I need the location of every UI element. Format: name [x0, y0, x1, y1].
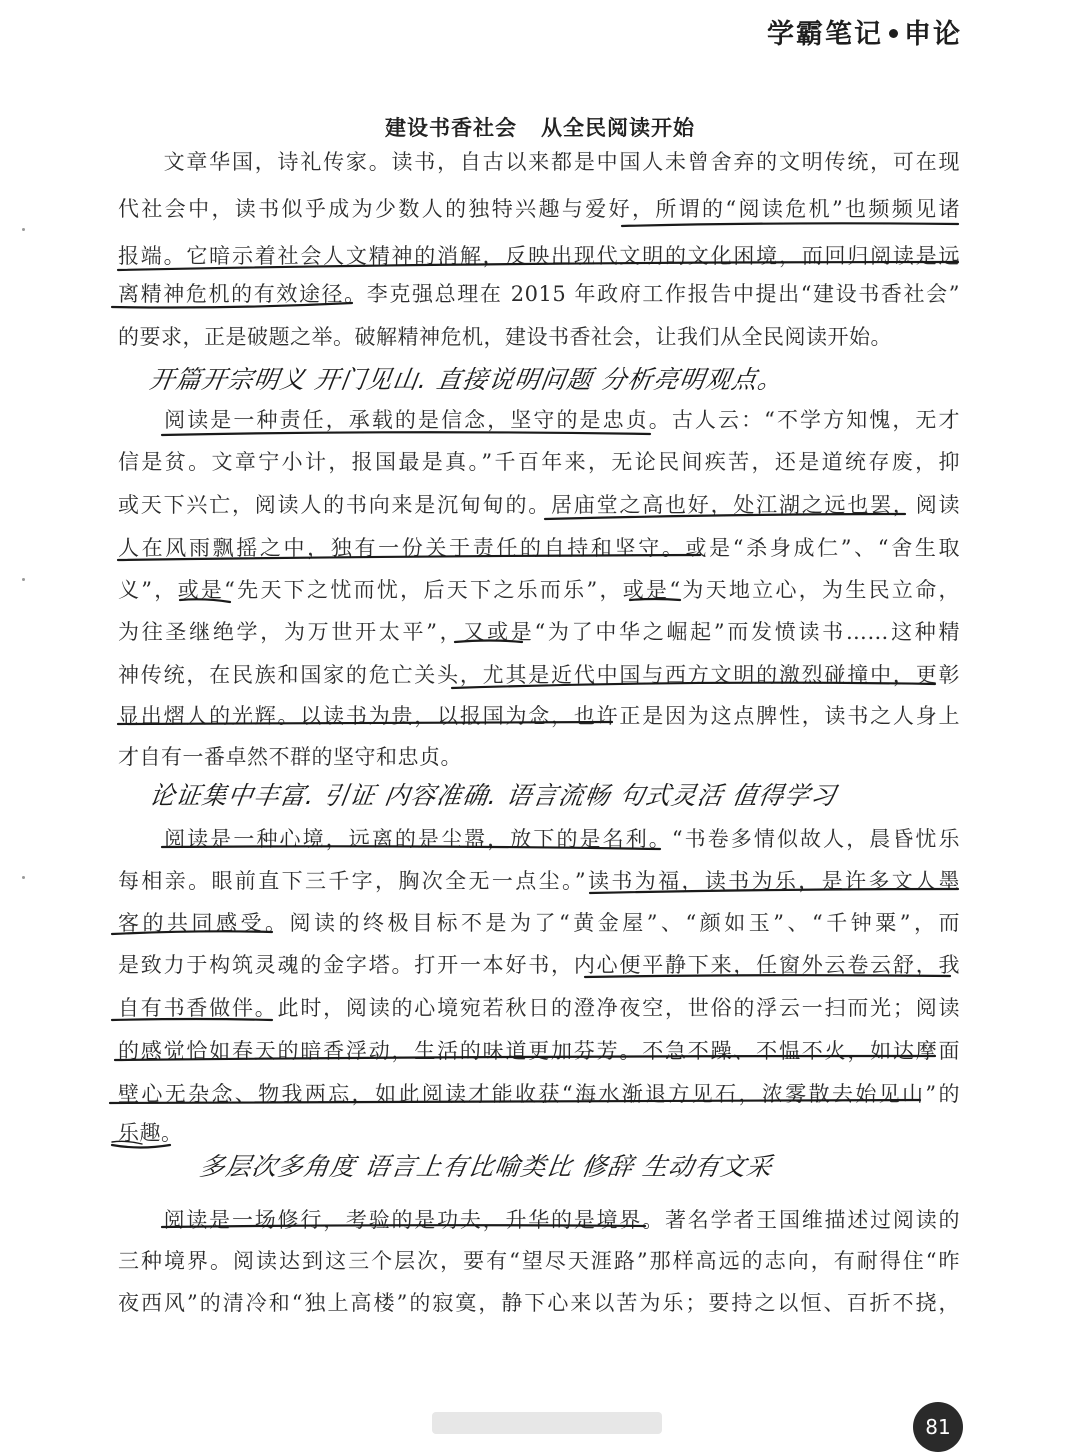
underline-mark	[622, 223, 958, 226]
body-line: 为往圣继绝学，为万世开太平”，又或是“为了中华之崛起”而发愤读书……这种精	[118, 620, 960, 644]
body-line: 代社会中，读书似乎成为少数人的独特兴趣与爱好，所谓的“阅读危机”也频频见诸	[118, 197, 960, 221]
margin-mark	[22, 876, 25, 879]
underline-mark	[180, 599, 230, 602]
page-number-badge: 81	[913, 1402, 963, 1452]
underline-mark	[585, 975, 950, 977]
article-title-part1: 建设书香社会	[385, 115, 517, 140]
margin-mark	[22, 578, 25, 581]
body-line: 人在风雨飘摇之中，独有一份关于责任的自持和坚守。或是“杀身成仁”、“舍生取	[118, 536, 960, 560]
underline-mark	[162, 1225, 645, 1227]
handwritten-note-2: 论证集中丰富. 引证 内容准确. 语言流畅 句式灵活 值得学习	[147, 781, 839, 810]
underline-mark	[112, 303, 352, 308]
brand-subject-name: 申论	[904, 19, 962, 50]
body-line: 的感觉恰如春天的暗香浮动，生活的味道更加芬芳。不急不躁、不愠不火，如达摩面	[118, 1039, 960, 1063]
body-line: 客的共同感受。阅读的终极目标不是为了“黄金屋”、“颜如玉”、“千钟粟”，而	[118, 911, 960, 935]
underline-mark	[455, 641, 522, 643]
body-line: 乐趣。	[118, 1121, 183, 1145]
body-line: 的要求，正是破题之举。破解精神危机，建设书香社会，让我们从全民阅读开始。	[118, 325, 892, 349]
underline-mark	[112, 1019, 272, 1020]
body-line: 信是贫。文章宁小计，报国最是真。”千百年来，无论民间疾苦，还是道统存废，抑	[118, 450, 960, 474]
body-line: 义”，或是“先天下之忧而忧，后天下之乐而乐”，或是“为天地立心，为生民立命，	[118, 578, 960, 602]
body-line: 报端。它暗示着社会人文精神的消解，反映出现代文明的文化困境，而回归阅读是远	[118, 244, 960, 268]
underline-mark	[590, 889, 958, 893]
underline-mark	[545, 514, 905, 519]
underline-mark	[118, 262, 958, 270]
body-line: 神传统，在民族和国家的危亡关头，尤其是近代中国与西方文明的激烈碰撞中，更彰	[118, 663, 960, 687]
body-line: 每相亲。眼前直下三千字，胸次全无一点尘。”读书为福，读书为乐，是许多文人墨	[118, 869, 960, 893]
underline-mark	[112, 1141, 142, 1144]
body-line: 离精神危机的有效途径。李克强总理在 2015 年政府工作报告中提出“建设书香社会”	[118, 282, 960, 306]
body-line: 显出熠人的光辉。以读书为贵，以报国为念，也许正是因为这点脾性，读书之人身上	[118, 704, 960, 728]
underline-mark	[162, 432, 650, 435]
underline-mark	[115, 1056, 935, 1060]
body-line: 阅读是一种心境，远离的是尘嚣，放下的是名利。“书卷多情似故人，晨昏忧乐	[118, 827, 960, 851]
underline-mark	[162, 846, 660, 849]
underline-mark	[110, 1100, 920, 1103]
underline-mark	[452, 683, 935, 688]
body-line: 夜西风”的清冷和“独上高楼”的寂寞，静下心来以苦为乐；要持之以恒、百折不挠，	[118, 1291, 960, 1315]
brand-series-name: 学霸笔记	[767, 19, 883, 50]
body-line: 是致力于构筑灵魂的金字塔。打开一本好书，内心便平静下来，任窗外云卷云舒，我	[118, 953, 960, 977]
body-line: 才自有一番卓然不群的坚守和忠贞。	[118, 745, 462, 769]
underline-mark	[630, 599, 680, 600]
body-line: 三种境界。阅读达到这三个层次，要有“望尽天涯路”那样高远的志向，有耐得住“昨	[118, 1249, 960, 1273]
body-line: 文章华国，诗礼传家。读书，自古以来都是中国人未曾舍弃的文明传统，可在现	[118, 150, 960, 174]
margin-mark	[22, 228, 25, 231]
body-line: 阅读是一种责任，承载的是信念，坚守的是忠贞。古人云：“不学方知愧，无才	[118, 408, 960, 432]
body-line: 或天下兴亡，阅读人的书向来是沉甸甸的。居庙堂之高也好，处江湖之远也罢，阅读	[118, 493, 960, 517]
body-line: 阅读是一场修行，考验的是功夫，升华的是境界。著名学者王国维描述过阅读的	[118, 1208, 960, 1232]
article-title-part2: 从全民阅读开始	[541, 115, 695, 140]
handwritten-note-1: 开篇开宗明义 开门见山. 直接说明问题 分析亮明观点。	[147, 365, 786, 394]
handwritten-note-3: 多层次多角度 语言上有比喻类比 修辞 生动有文采	[197, 1152, 775, 1181]
underline-mark	[118, 555, 700, 560]
underline-mark	[118, 722, 612, 724]
body-line: 自有书香做伴。此时，阅读的心境宛若秋日的澄净夜空，世俗的浮云一扫而光；阅读	[118, 996, 960, 1020]
body-line: 壁心无杂念、物我两忘，如此阅读才能收获“海水渐退方见石，浓雾散去始见山”的	[118, 1082, 960, 1106]
underline-mark	[112, 1145, 170, 1148]
underline-mark	[112, 931, 272, 934]
watermark-bar	[432, 1412, 662, 1434]
